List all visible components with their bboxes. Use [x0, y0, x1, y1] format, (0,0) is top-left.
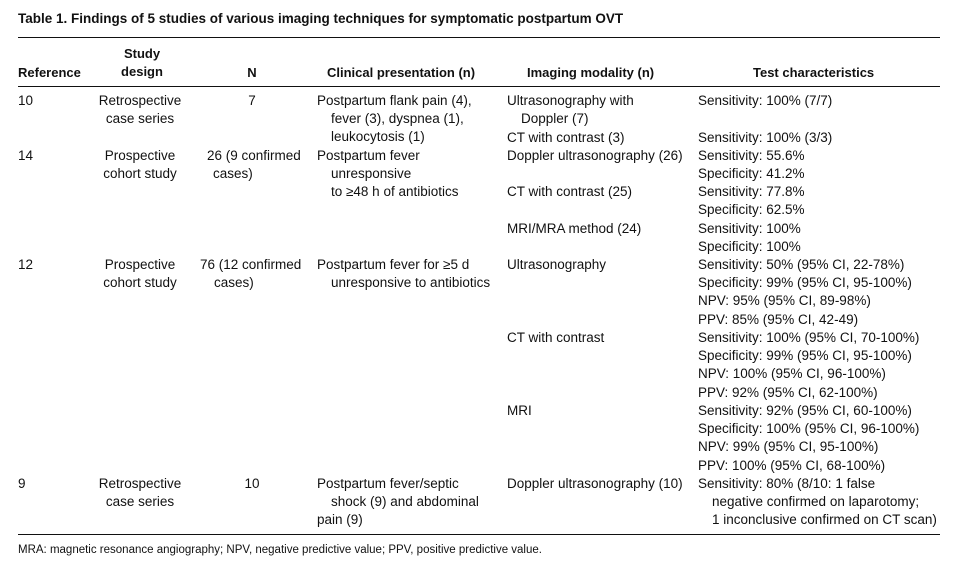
test-line: NPV: 95% (95% CI, 89-98%): [698, 293, 871, 309]
table-row-imaging-modality: MRI/MRA method (24): [507, 221, 642, 236]
table-row-reference: 10: [18, 93, 34, 108]
clinical-line: shock (9) and abdominal: [331, 494, 479, 510]
test-line: Sensitivity: 50% (95% CI, 22-78%): [698, 257, 905, 272]
table-row-test-characteristics: [698, 183, 805, 219]
clinical-line: leukocytosis (1): [331, 129, 425, 145]
header-study-design-line-2: design: [121, 64, 163, 79]
table-row-test-characteristics: [698, 475, 937, 530]
table-row-test-characteristics: Sensitivity: 100% (3/3): [698, 130, 833, 145]
clinical-line: fever (3), dyspnea (1),: [331, 111, 464, 127]
table-row-n: [200, 256, 301, 292]
header-clinical-presentation: Clinical presentation (n): [327, 65, 476, 80]
test-line: Specificity: 100%: [698, 239, 801, 255]
table-row-imaging-modality: CT with contrast (3): [507, 130, 625, 145]
test-line: PPV: 85% (95% CI, 42-49): [698, 311, 859, 327]
table-row-study-design: [88, 256, 192, 292]
study-design-line: cohort study: [103, 275, 177, 291]
table-row-study-design: [88, 475, 192, 511]
test-line: 1 inconclusive confirmed on CT scan): [712, 512, 937, 528]
clinical-line: unresponsive: [331, 166, 412, 182]
n-line: 26 (9 confirmed: [207, 148, 301, 163]
clinical-line: Postpartum fever/septic: [317, 476, 459, 491]
table-row-clinical-presentation: [317, 256, 490, 292]
test-line: negative confirmed on laparotomy;: [712, 494, 920, 510]
table-row-clinical-presentation: [317, 475, 479, 530]
study-design-line: Retrospective: [98, 93, 182, 108]
table-row-clinical-presentation: [317, 147, 459, 202]
test-line: Specificity: 62.5%: [698, 202, 805, 218]
test-line: Specificity: 99% (95% CI, 95-100%): [698, 275, 912, 291]
clinical-line: Postpartum fever for ≥5 d: [317, 257, 470, 272]
test-line: Specificity: 41.2%: [698, 166, 805, 182]
study-design-line: Prospective: [104, 148, 176, 163]
test-line: Specificity: 99% (95% CI, 95-100%): [698, 348, 912, 364]
table-row-imaging-modality: Ultrasonography: [507, 257, 607, 272]
test-line: NPV: 100% (95% CI, 96-100%): [698, 366, 886, 382]
header-reference: Reference: [18, 65, 81, 80]
table-row-test-characteristics: [698, 220, 801, 256]
table-row-imaging-modality: CT with contrast (25): [507, 184, 633, 199]
table-row-n: 7: [248, 93, 256, 108]
table-row-n: 10: [244, 476, 260, 491]
n-line: cases): [213, 166, 253, 182]
test-line: Sensitivity: 80% (8/10: 1 false: [698, 476, 876, 491]
n-line: cases): [214, 275, 254, 291]
clinical-line: pain (9): [317, 512, 363, 528]
study-design-line: case series: [105, 111, 175, 127]
table-row-reference: 9: [18, 476, 26, 491]
n-line: 76 (12 confirmed: [200, 257, 302, 272]
header-study-design-line-1: Study: [123, 46, 161, 61]
table-row-test-characteristics: [698, 402, 919, 475]
table-bottom-rule: [18, 534, 940, 535]
test-line: Sensitivity: 55.6%: [698, 148, 805, 163]
table-row-imaging-modality: [507, 92, 634, 128]
table-row-test-characteristics: Sensitivity: 100% (7/7): [698, 93, 833, 108]
table-caption: Table 1. Findings of 5 studies of various imaging techniques for symptomatic postpartum OVT: [18, 11, 624, 26]
clinical-line: unresponsive to antibiotics: [331, 275, 491, 291]
table-row-study-design: [88, 147, 192, 183]
study-design-line: Retrospective: [98, 476, 182, 491]
header-test-characteristics: Test characteristics: [753, 65, 875, 80]
table-row-reference: 12: [18, 257, 34, 272]
header-n: N: [247, 65, 257, 80]
study-design-line: case series: [105, 494, 175, 510]
table-footnote: MRA: magnetic resonance angiography; NPV, negative predictive value; PPV, positive predictive value.: [18, 544, 542, 556]
table-row-test-characteristics: [698, 329, 919, 402]
table-header-rule: [18, 86, 940, 87]
test-line: Sensitivity: 92% (95% CI, 60-100%): [698, 403, 912, 418]
test-line: Sensitivity: 77.8%: [698, 184, 805, 199]
table-row-imaging-modality: Doppler ultrasonography (10): [507, 476, 683, 491]
clinical-line: to ≥48 h of antibiotics: [331, 184, 459, 200]
table-row-imaging-modality: CT with contrast: [507, 330, 605, 345]
test-line: NPV: 99% (95% CI, 95-100%): [698, 439, 879, 455]
clinical-line: Postpartum fever: [317, 148, 420, 163]
study-design-line: Prospective: [104, 257, 176, 272]
table-row-imaging-modality: MRI: [507, 403, 532, 418]
test-line: PPV: 100% (95% CI, 68-100%): [698, 457, 886, 473]
header-imaging-modality: Imaging modality (n): [527, 65, 655, 80]
table-row-n: [207, 147, 301, 183]
table-row-test-characteristics: [698, 256, 912, 329]
test-line: PPV: 92% (95% CI, 62-100%): [698, 384, 878, 400]
clinical-line: Postpartum flank pain (4),: [317, 93, 472, 108]
test-line: Sensitivity: 100% (95% CI, 70-100%): [698, 330, 920, 345]
test-line: Sensitivity: 100%: [698, 221, 801, 236]
table-row-imaging-modality: Doppler ultrasonography (26): [507, 148, 683, 163]
header-study-design: [100, 45, 184, 81]
test-line: Specificity: 100% (95% CI, 96-100%): [698, 421, 920, 437]
table-row-study-design: [88, 92, 192, 128]
modality-line: Doppler (7): [521, 111, 589, 127]
modality-line: Ultrasonography with: [507, 93, 634, 108]
table-row-test-characteristics: [698, 147, 805, 183]
study-design-line: cohort study: [103, 166, 177, 182]
table-top-rule: [18, 37, 940, 38]
table-row-reference: 14: [18, 148, 34, 163]
table-row-clinical-presentation: [317, 92, 472, 147]
